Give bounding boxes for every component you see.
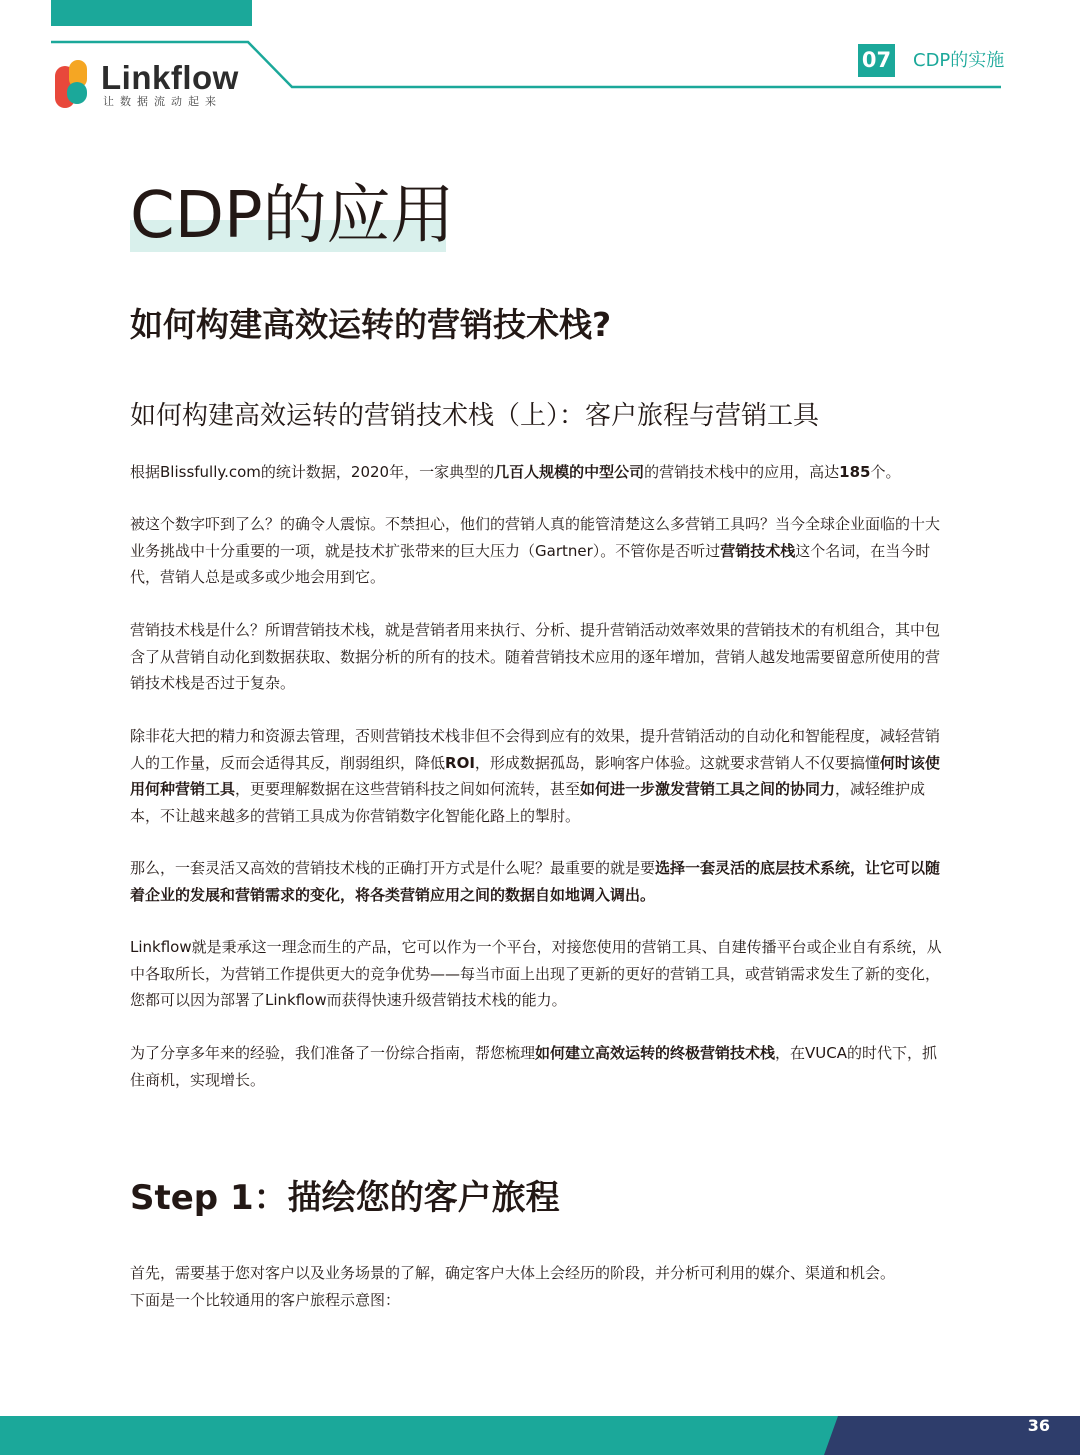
text-run: ，在VUCA的时代下，抓住商机，实现增长。 (130, 1044, 938, 1089)
text-run: 营销技术栈是什么？所谓营销技术栈，就是营销者用来执行、分析、提升营销活动效率效果的营销技术的有机组合，其中包含了从营销自动化到数据获取、数据分析的所有的技术。随着营销技术应用的逐年增加，营销人越发地需要留意所使用的营销技术栈是否过于复杂。 (130, 621, 941, 692)
text-run: 被这个数字吓到了么？的确令人震惊。不禁担心，他们的营销人真的能管清楚这么多营销工具吗？当今全球企业面临的十大业务挑战中十分重要的一项，就是技术扩张带来的巨大压力（Gartner）。不管你是否听过 (130, 515, 941, 560)
bold-text: 185 (839, 463, 871, 481)
bold-text: ROI (445, 753, 475, 772)
page-number: 36 (1027, 1416, 1050, 1435)
footer-band (0, 1412, 1080, 1455)
body-paragraph (130, 1040, 945, 1093)
bold-text: 如何进一步激发营销工具之间的协同力 (580, 780, 836, 798)
logo-name: Linkflow (101, 59, 239, 96)
body-paragraph (130, 934, 945, 1014)
text-run: ，减轻维护成本，不让越来越多的营销工具成为你营销数字化智能化路上的掣肘。 (130, 780, 926, 825)
bold-text: 何时该使用何种营销工具 (130, 753, 940, 798)
logo-tagline: 让数据流动起来 (103, 95, 222, 108)
chapter-title: CDP的实施 (913, 50, 1005, 71)
text-run: 为了分享多年来的经验，我们准备了一份综合指南，帮您梳理 (130, 1044, 536, 1062)
text-run: 个。 (870, 463, 901, 481)
text-run: ，更要理解数据在这些营销科技之间如何流转，甚至 (235, 780, 581, 798)
linkflow-logo (55, 58, 295, 114)
text-run: 根据Blissfully.com的统计数据，2020年，一家典型的 (130, 463, 495, 481)
text-run: ，形成数据孤岛，影响客户体验。这就要求营销人不仅要搞懂 (474, 753, 880, 772)
text-run: 的营销技术栈中的应用，高达 (644, 463, 840, 481)
bold-text: 选择一套灵活的底层技术系统，让它可以随着企业的发展和营销需求的变化，将各类营销应用之间的数据自如地调入调出。 (130, 859, 941, 904)
page-title-block (130, 175, 455, 257)
text-run: 那么，一套灵活又高效的营销技术栈的正确打开方式是什么呢？最重要的就是要 (130, 859, 656, 877)
body-paragraph (130, 855, 945, 908)
body-paragraph (130, 459, 945, 486)
step-heading: Step 1：描绘您的客户旅程 (130, 1178, 560, 1218)
body-paragraph (130, 511, 945, 591)
section-heading: 如何构建高效运转的营销技术栈? (130, 305, 612, 344)
bold-text: 营销技术栈 (720, 541, 796, 560)
text-run: 这个名词，在当今时代，营销人总是或多或少地会用到它。 (130, 541, 931, 586)
text-run: 除非花大把的精力和资源去管理，否则营销技术栈非但不会得到应有的效果，提升营销活动的自动化和智能程度，减轻营销人的工作量，反而会适得其反，削弱组织，降低 (130, 727, 941, 772)
text-run: Linkflow就是秉承这一理念而生的产品，它可以作为一个平台，对接您使用的营销工具、自建传播平台或企业自有系统，从中各取所长，为营销工作提供更大的竞争优势——每当市面上出现了更新的更好的营销工具，或营销需求发生了新的变化，您都可以因为部署了Linkflow而获得快速升级营销技术栈的能力。 (130, 938, 942, 1009)
subsection-heading: 如何构建高效运转的营销技术栈（上）：客户旅程与营销工具 (130, 401, 820, 431)
page-title: CDP的应用 (130, 179, 455, 253)
text-run: 首先，需要基于您对客户以及业务场景的了解，确定客户大体上会经历的阶段，并分析可利用的媒介、渠道和机会。 (130, 1264, 896, 1282)
bold-text: 几百人规模的中型公司 (494, 463, 645, 481)
bold-text: 如何建立高效运转的终极营销技术栈 (535, 1044, 776, 1062)
chapter-number-badge: 07 (858, 44, 895, 77)
body-paragraph (130, 723, 945, 829)
body-paragraph (130, 617, 945, 697)
body-paragraph (130, 1260, 945, 1313)
linkflow-logo-icon (55, 60, 95, 108)
text-run: 下面是一个比较通用的客户旅程示意图： (130, 1290, 401, 1309)
